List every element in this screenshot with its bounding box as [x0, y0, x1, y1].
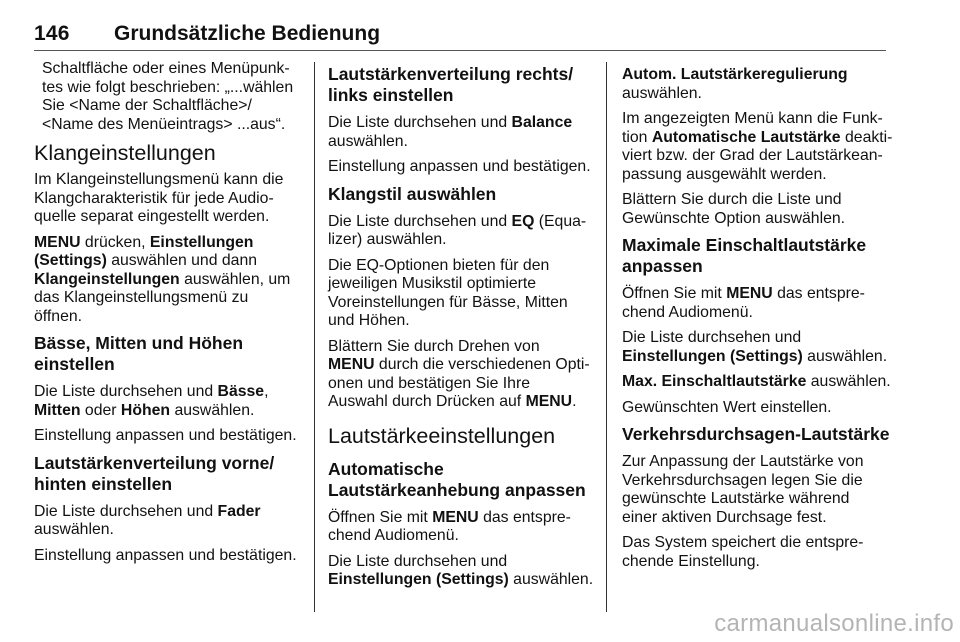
column-3: [622, 60, 893, 578]
header-rule: [34, 50, 886, 51]
balance-adjust-paragraph: Einstellung anpassen und bestätigen.: [328, 158, 591, 175]
heading-fader: Lautstärkenverteilung vorne/ hinten einstellen: [34, 452, 275, 494]
column-1: [34, 60, 306, 572]
open-menu-paragraph: Öffnen Sie mit MENU das entspre- chend Audiomenü.: [328, 508, 571, 544]
text-line: tes wie folgt beschrieben: „...wählen: [42, 78, 294, 96]
heading-verkehrsdurchsagen: Verkehrsdurchsagen-Lautstärke: [622, 424, 890, 444]
heading-lautstaerke: Lautstärkeeinstellungen: [328, 423, 556, 448]
list-settings-paragraph: Die Liste durchsehen und Einstellungen (Settings) auswählen.: [622, 329, 888, 365]
text-line: <Name des Menüeintrags> ...aus“.: [42, 115, 286, 133]
heading-maximale: Maximale Einschaltlautstärke anpassen: [622, 235, 867, 276]
browse-paragraph: Blättern Sie durch die Liste und Gewünschte Option auswählen.: [622, 191, 846, 227]
saves-paragraph: Das System speichert die entspre- chende Einstellung.: [622, 534, 864, 570]
page-header: [34, 22, 886, 50]
autom-paragraph: Autom. Lautstärkeregulierung auswählen.: [622, 66, 848, 102]
watermark: carmanualsonline.info: [714, 610, 954, 637]
heading-automatische: Automatische Lautstärkeanhebung anpassen: [328, 458, 586, 500]
fader-paragraph: Die Liste durchsehen und Fader auswählen.: [34, 502, 261, 538]
column-divider-2: [606, 62, 607, 612]
intro-paragraph: [34, 60, 306, 134]
eq-options-paragraph: Die EQ-Optionen bieten für den jeweiligen Musikstil optimierte Voreinstellungen für Bässe, Mitten und Höhen.: [328, 256, 568, 329]
baesse-adjust-paragraph: Einstellung anpassen und bestätigen.: [34, 427, 297, 444]
heading-baesse: Bässe, Mitten und Höhen einstellen: [34, 333, 244, 374]
value-paragraph: Gewünschten Wert einstellen.: [622, 398, 832, 416]
max-volume-paragraph: Max. Einschaltlautstärke auswählen.: [622, 373, 891, 390]
traffic-paragraph: Zur Anpassung der Lautstärke von Verkehrsdurchsagen legen Sie die gewünschte Lautstärke während einer aktiven Durchsage fest.: [622, 453, 864, 526]
fader-adjust-paragraph: Einstellung anpassen und bestätigen.: [34, 546, 297, 564]
heading-balance: Lautstärkenverteilung rechts/ links einstellen: [328, 64, 574, 105]
column-divider-1: [314, 62, 315, 612]
column-2: [328, 60, 600, 597]
scroll-paragraph: Blättern Sie durch Drehen von MENU durch die verschiedenen Opti- onen und bestätigen Sie Ihre Auswahl durch Drücken auf MENU.: [328, 337, 590, 410]
text-line: Schaltfläche oder eines Menüpunk-: [42, 60, 290, 77]
menu-info-paragraph: Im angezeigten Menü kann die Funk- tion Automatische Lautstärke deakti- viert bzw. der Grad der Lautstärkean- passung ausgewählt werden.: [622, 110, 893, 183]
eq-paragraph: Die Liste durchsehen und EQ (Equa- lizer) auswählen.: [328, 212, 587, 248]
text-line: Sie <Name der Schaltfläche>/: [42, 97, 252, 114]
open-menu-paragraph: Öffnen Sie mit MENU das entspre- chend Audiomenü.: [622, 285, 865, 321]
page-number: 146: [34, 22, 70, 45]
list-settings-paragraph: Die Liste durchsehen und Einstellungen (Settings) auswählen.: [328, 552, 594, 588]
balance-paragraph: Die Liste durchsehen und Balance auswählen.: [328, 114, 573, 150]
header-title: Grundsätzliche Bedienung: [114, 22, 381, 45]
heading-klangeinstellungen: Klangeinstellungen: [34, 141, 216, 165]
baesse-paragraph: Die Liste durchsehen und Bässe, Mitten oder Höhen auswählen.: [34, 383, 269, 419]
klang-paragraph: Im Klangeinstellungsmenü kann die Klangcharakteristik für jede Audio- quelle separat eingestellt werden.: [34, 171, 284, 225]
menu-instruction-paragraph: MENU drücken, Einstellungen (Settings) auswählen und dann Klangeinstellungen auswählen, um das Klangeinstellungsmenü zu öffnen.: [34, 233, 291, 325]
heading-klangstil: Klangstil auswählen: [328, 183, 497, 204]
